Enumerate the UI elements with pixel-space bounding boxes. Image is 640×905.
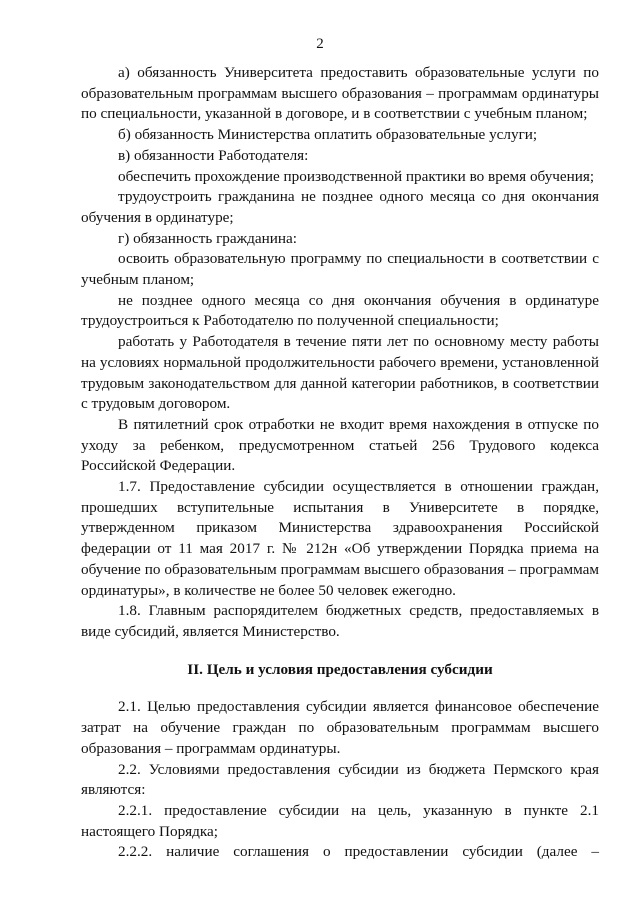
paragraph-leave-exclusion: В пятилетний срок отработки не входит время нахождения в отпуске по уходу за ребенком, предусмотренном статьей 256 Трудового кодекса Российской Федерации. [81,415,599,475]
paragraph-2-1: 2.1. Целью предоставления субсидии является финансовое обеспечение затрат на обучение граждан по образовательным программам высшего образования – программам ординатуры. [81,698,599,757]
paragraph-obligation-university: а) обязанность Университета предоставить образовательные услуги по образовательным программам высшего образования – программам ординатуры по специальности, указанной в договоре, и в соответствии с учебным планом; [81,64,599,123]
paragraph-1-8: 1.8. Главным распорядителем бюджетных средств, предоставляемых в виде субсидий, является Министерство. [81,602,599,640]
paragraph-1-7: 1.7. Предоставление субсидии осуществляется в отношении граждан, прошедших вступительные испытания в Университете в порядке, утвержденном приказом Министерства здравоохранения Российской федерации от 11 мая 2017 г. № 212н «Об утверждении Порядка приема на обучение по образовательным программам высшего образования – программам ординатуры», в количестве не более 50 человек ежегодно. [81,478,599,599]
paragraph-citizen-work: работать у Работодателя в течение пяти лет по основному месту работы на условиях нормальной продолжительности рабочего времени, установленной трудовым законодательством для данной категории работников, в соответствии с трудовым договором. [81,333,599,413]
page-number: 2 [316,36,324,52]
paragraph-2-2-1: 2.2.1. предоставление субсидии на цель, указанную в пункте 2.1 настоящего Порядка; [81,801,599,840]
paragraph-obligation-ministry: б) обязанность Министерства оплатить образовательные услуги; [118,126,538,144]
paragraph-obligation-citizen: г) обязанность гражданина: [118,229,297,247]
paragraph-2-2: 2.2. Условиями предоставления субсидии из бюджета Пермского края являются: [81,760,599,799]
paragraph-citizen-employ: не позднее одного месяца со дня окончания обучения в ординатуре трудоустроиться к Работодателю по полученной специальности; [81,291,599,330]
paragraph-employer-hire: трудоустроить гражданина не позднее одного месяца со дня окончания обучения в ординатуре; [81,188,599,226]
section-heading: II. Цель и условия предоставления субсидии [187,660,493,678]
paragraph-obligations-employer: в) обязанности Работодателя: [118,146,309,164]
document-body [81,63,599,863]
paragraph-employer-practice: обеспечить прохождение производственной практики во время обучения; [118,167,595,185]
paragraph-citizen-master: освоить образовательную программу по специальности в соответствии с учебным планом; [81,250,599,289]
paragraph-2-2-2: 2.2.2. наличие соглашения о предоставлении субсидии (далее – [118,843,599,861]
